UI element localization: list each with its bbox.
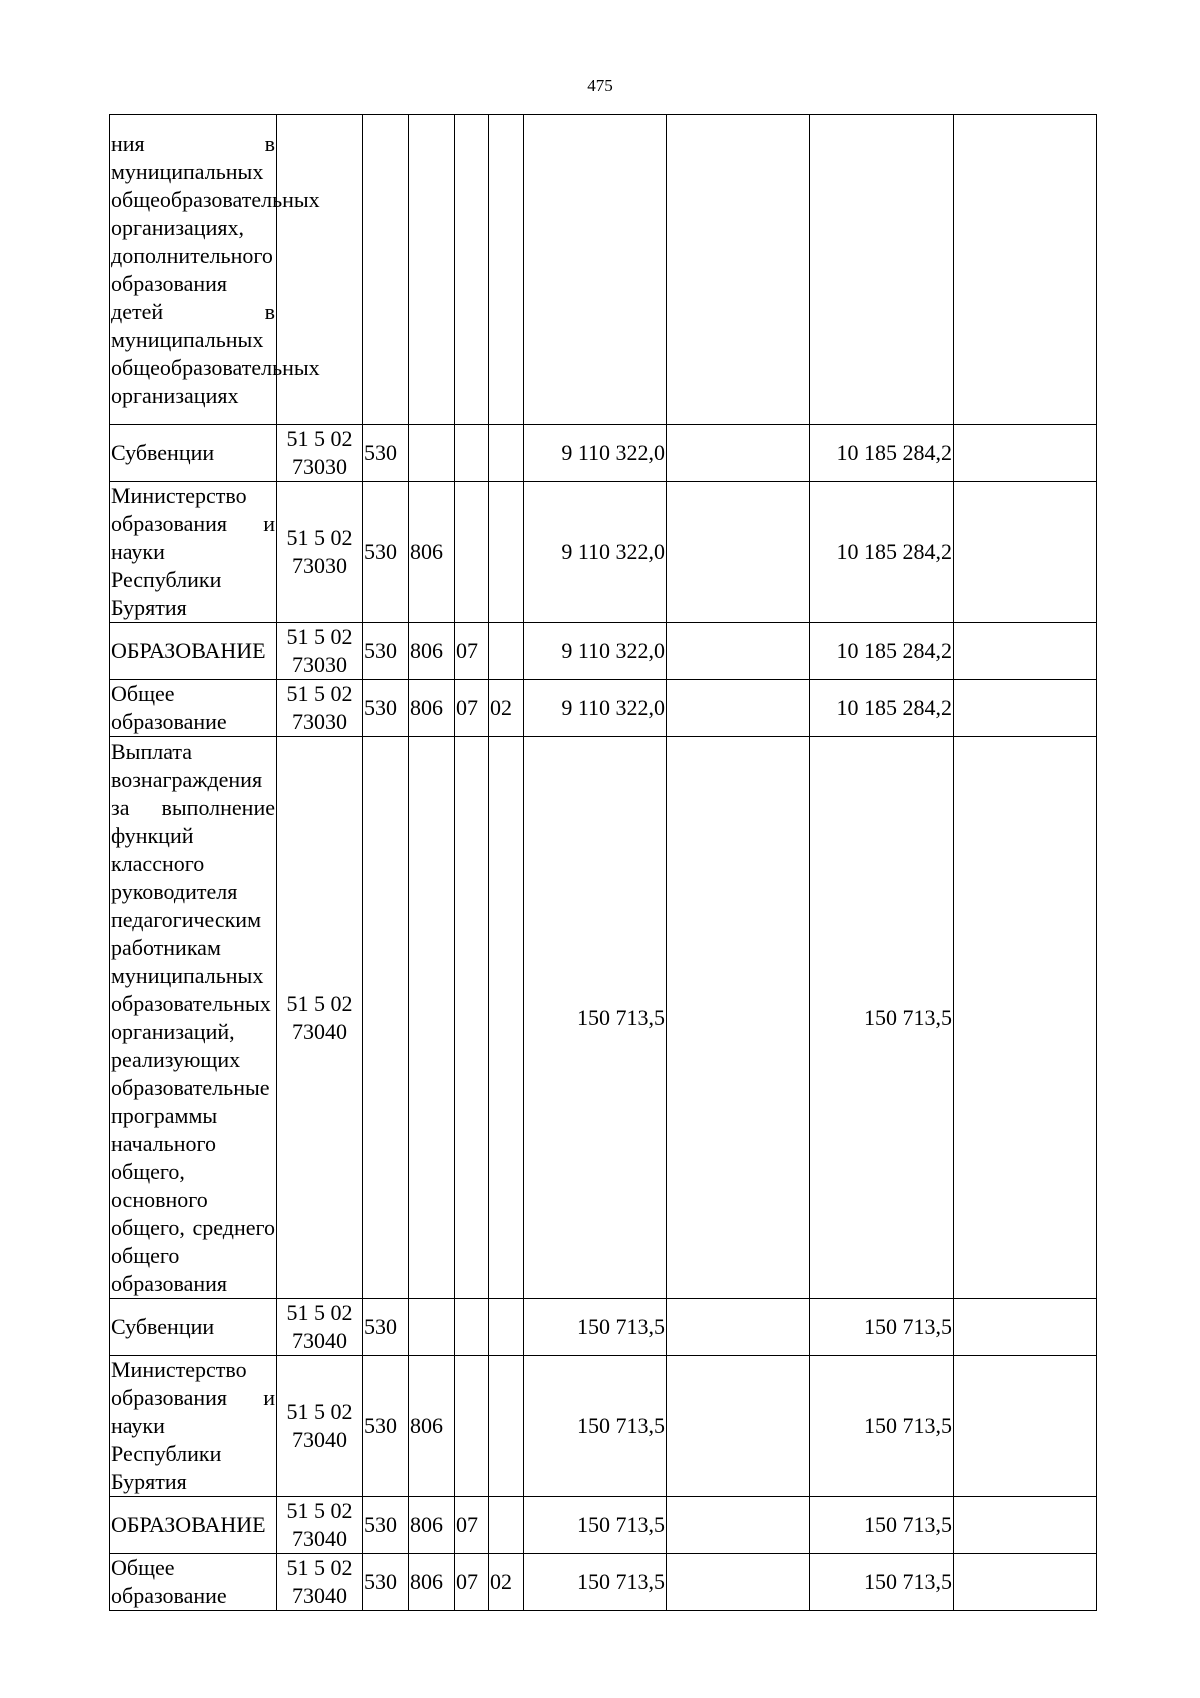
section-code: 07 bbox=[455, 680, 489, 737]
ministry-code bbox=[409, 115, 455, 425]
amount-empty-2 bbox=[954, 680, 1097, 737]
amount-2: 10 185 284,2 bbox=[810, 623, 954, 680]
row-name: Субвенции bbox=[110, 425, 277, 482]
target-code: 51 5 02 73040 bbox=[277, 1497, 363, 1554]
ministry-code: 806 bbox=[409, 623, 455, 680]
target-code: 51 5 02 73030 bbox=[277, 482, 363, 623]
subsection-code bbox=[489, 1497, 524, 1554]
section-code: 07 bbox=[455, 1497, 489, 1554]
amount-2: 10 185 284,2 bbox=[810, 680, 954, 737]
amount-1: 150 713,5 bbox=[524, 1497, 667, 1554]
subsection-code bbox=[489, 1356, 524, 1497]
subsection-code bbox=[489, 1299, 524, 1356]
row-name: Субвенции bbox=[110, 1299, 277, 1356]
expense-type bbox=[363, 737, 409, 1299]
row-name: ния в муниципальных общеобразовательных организациях, дополнительного образования детей в муниципальных общеобразовательных организациях bbox=[110, 115, 277, 425]
amount-empty-2 bbox=[954, 1554, 1097, 1611]
row-name: Выплата вознаграждения за выполнение функций классного руководителя педагогическим работникам муниципальных образовательных организаций, реализующих образовательные программы начального общего, основного общего, среднего общего образования bbox=[110, 737, 277, 1299]
target-code: 51 5 02 73040 bbox=[277, 1356, 363, 1497]
amount-empty-2 bbox=[954, 737, 1097, 1299]
ministry-code: 806 bbox=[409, 1497, 455, 1554]
table-row bbox=[110, 1356, 1097, 1497]
expense-type: 530 bbox=[363, 623, 409, 680]
target-code: 51 5 02 73040 bbox=[277, 737, 363, 1299]
table-row bbox=[110, 737, 1097, 1299]
table-row bbox=[110, 1554, 1097, 1611]
row-name: Общее образование bbox=[110, 1554, 277, 1611]
amount-empty-1 bbox=[667, 623, 810, 680]
amount-empty-2 bbox=[954, 1356, 1097, 1497]
table-row bbox=[110, 1497, 1097, 1554]
row-name: Министерство образования и науки Республики Бурятия bbox=[110, 482, 277, 623]
amount-empty-1 bbox=[667, 425, 810, 482]
ministry-code: 806 bbox=[409, 482, 455, 623]
amount-2: 10 185 284,2 bbox=[810, 482, 954, 623]
subsection-code bbox=[489, 623, 524, 680]
ministry-code bbox=[409, 737, 455, 1299]
expense-type: 530 bbox=[363, 680, 409, 737]
amount-1: 9 110 322,0 bbox=[524, 482, 667, 623]
amount-1: 150 713,5 bbox=[524, 737, 667, 1299]
amount-2 bbox=[810, 115, 954, 425]
ministry-code: 806 bbox=[409, 1554, 455, 1611]
budget-table bbox=[109, 114, 1097, 1611]
section-code bbox=[455, 737, 489, 1299]
amount-empty-2 bbox=[954, 115, 1097, 425]
table-row bbox=[110, 680, 1097, 737]
table-body bbox=[110, 115, 1097, 1611]
amount-2: 150 713,5 bbox=[810, 1497, 954, 1554]
table-row bbox=[110, 623, 1097, 680]
row-name: Министерство образования и науки Республики Бурятия bbox=[110, 1356, 277, 1497]
amount-empty-2 bbox=[954, 425, 1097, 482]
subsection-code: 02 bbox=[489, 1554, 524, 1611]
amount-1: 150 713,5 bbox=[524, 1554, 667, 1611]
target-code: 51 5 02 73030 bbox=[277, 680, 363, 737]
amount-2: 10 185 284,2 bbox=[810, 425, 954, 482]
amount-empty-1 bbox=[667, 1356, 810, 1497]
amount-2: 150 713,5 bbox=[810, 1356, 954, 1497]
row-name: Общее образование bbox=[110, 680, 277, 737]
section-code bbox=[455, 1356, 489, 1497]
ministry-code: 806 bbox=[409, 680, 455, 737]
amount-empty-2 bbox=[954, 482, 1097, 623]
section-code: 07 bbox=[455, 623, 489, 680]
section-code: 07 bbox=[455, 1554, 489, 1611]
expense-type: 530 bbox=[363, 482, 409, 623]
amount-1: 9 110 322,0 bbox=[524, 623, 667, 680]
table-row bbox=[110, 482, 1097, 623]
amount-1: 9 110 322,0 bbox=[524, 425, 667, 482]
subsection-code bbox=[489, 115, 524, 425]
ministry-code bbox=[409, 425, 455, 482]
table-row bbox=[110, 1299, 1097, 1356]
amount-empty-1 bbox=[667, 482, 810, 623]
section-code bbox=[455, 425, 489, 482]
table-row bbox=[110, 425, 1097, 482]
section-code bbox=[455, 482, 489, 623]
row-name: ОБРАЗОВАНИЕ bbox=[110, 623, 277, 680]
amount-empty-1 bbox=[667, 1299, 810, 1356]
row-name: ОБРАЗОВАНИЕ bbox=[110, 1497, 277, 1554]
amount-2: 150 713,5 bbox=[810, 737, 954, 1299]
amount-empty-1 bbox=[667, 115, 810, 425]
amount-1: 150 713,5 bbox=[524, 1356, 667, 1497]
page-number: 475 bbox=[587, 76, 613, 95]
expense-type bbox=[363, 115, 409, 425]
amount-empty-2 bbox=[954, 623, 1097, 680]
table-row bbox=[110, 115, 1097, 425]
target-code: 51 5 02 73040 bbox=[277, 1299, 363, 1356]
expense-type: 530 bbox=[363, 1356, 409, 1497]
expense-type: 530 bbox=[363, 1497, 409, 1554]
ministry-code: 806 bbox=[409, 1356, 455, 1497]
subsection-code bbox=[489, 482, 524, 623]
target-code: 51 5 02 73030 bbox=[277, 623, 363, 680]
amount-1: 150 713,5 bbox=[524, 1299, 667, 1356]
subsection-code: 02 bbox=[489, 680, 524, 737]
target-code: 51 5 02 73030 bbox=[277, 425, 363, 482]
ministry-code bbox=[409, 1299, 455, 1356]
amount-empty-1 bbox=[667, 1497, 810, 1554]
expense-type: 530 bbox=[363, 425, 409, 482]
expense-type: 530 bbox=[363, 1554, 409, 1611]
subsection-code bbox=[489, 425, 524, 482]
subsection-code bbox=[489, 737, 524, 1299]
amount-empty-1 bbox=[667, 680, 810, 737]
target-code: 51 5 02 73040 bbox=[277, 1554, 363, 1611]
amount-empty-2 bbox=[954, 1497, 1097, 1554]
amount-empty-1 bbox=[667, 1554, 810, 1611]
amount-1: 9 110 322,0 bbox=[524, 680, 667, 737]
amount-2: 150 713,5 bbox=[810, 1554, 954, 1611]
section-code bbox=[455, 1299, 489, 1356]
amount-empty-2 bbox=[954, 1299, 1097, 1356]
section-code bbox=[455, 115, 489, 425]
amount-2: 150 713,5 bbox=[810, 1299, 954, 1356]
amount-empty-1 bbox=[667, 737, 810, 1299]
amount-1 bbox=[524, 115, 667, 425]
expense-type: 530 bbox=[363, 1299, 409, 1356]
